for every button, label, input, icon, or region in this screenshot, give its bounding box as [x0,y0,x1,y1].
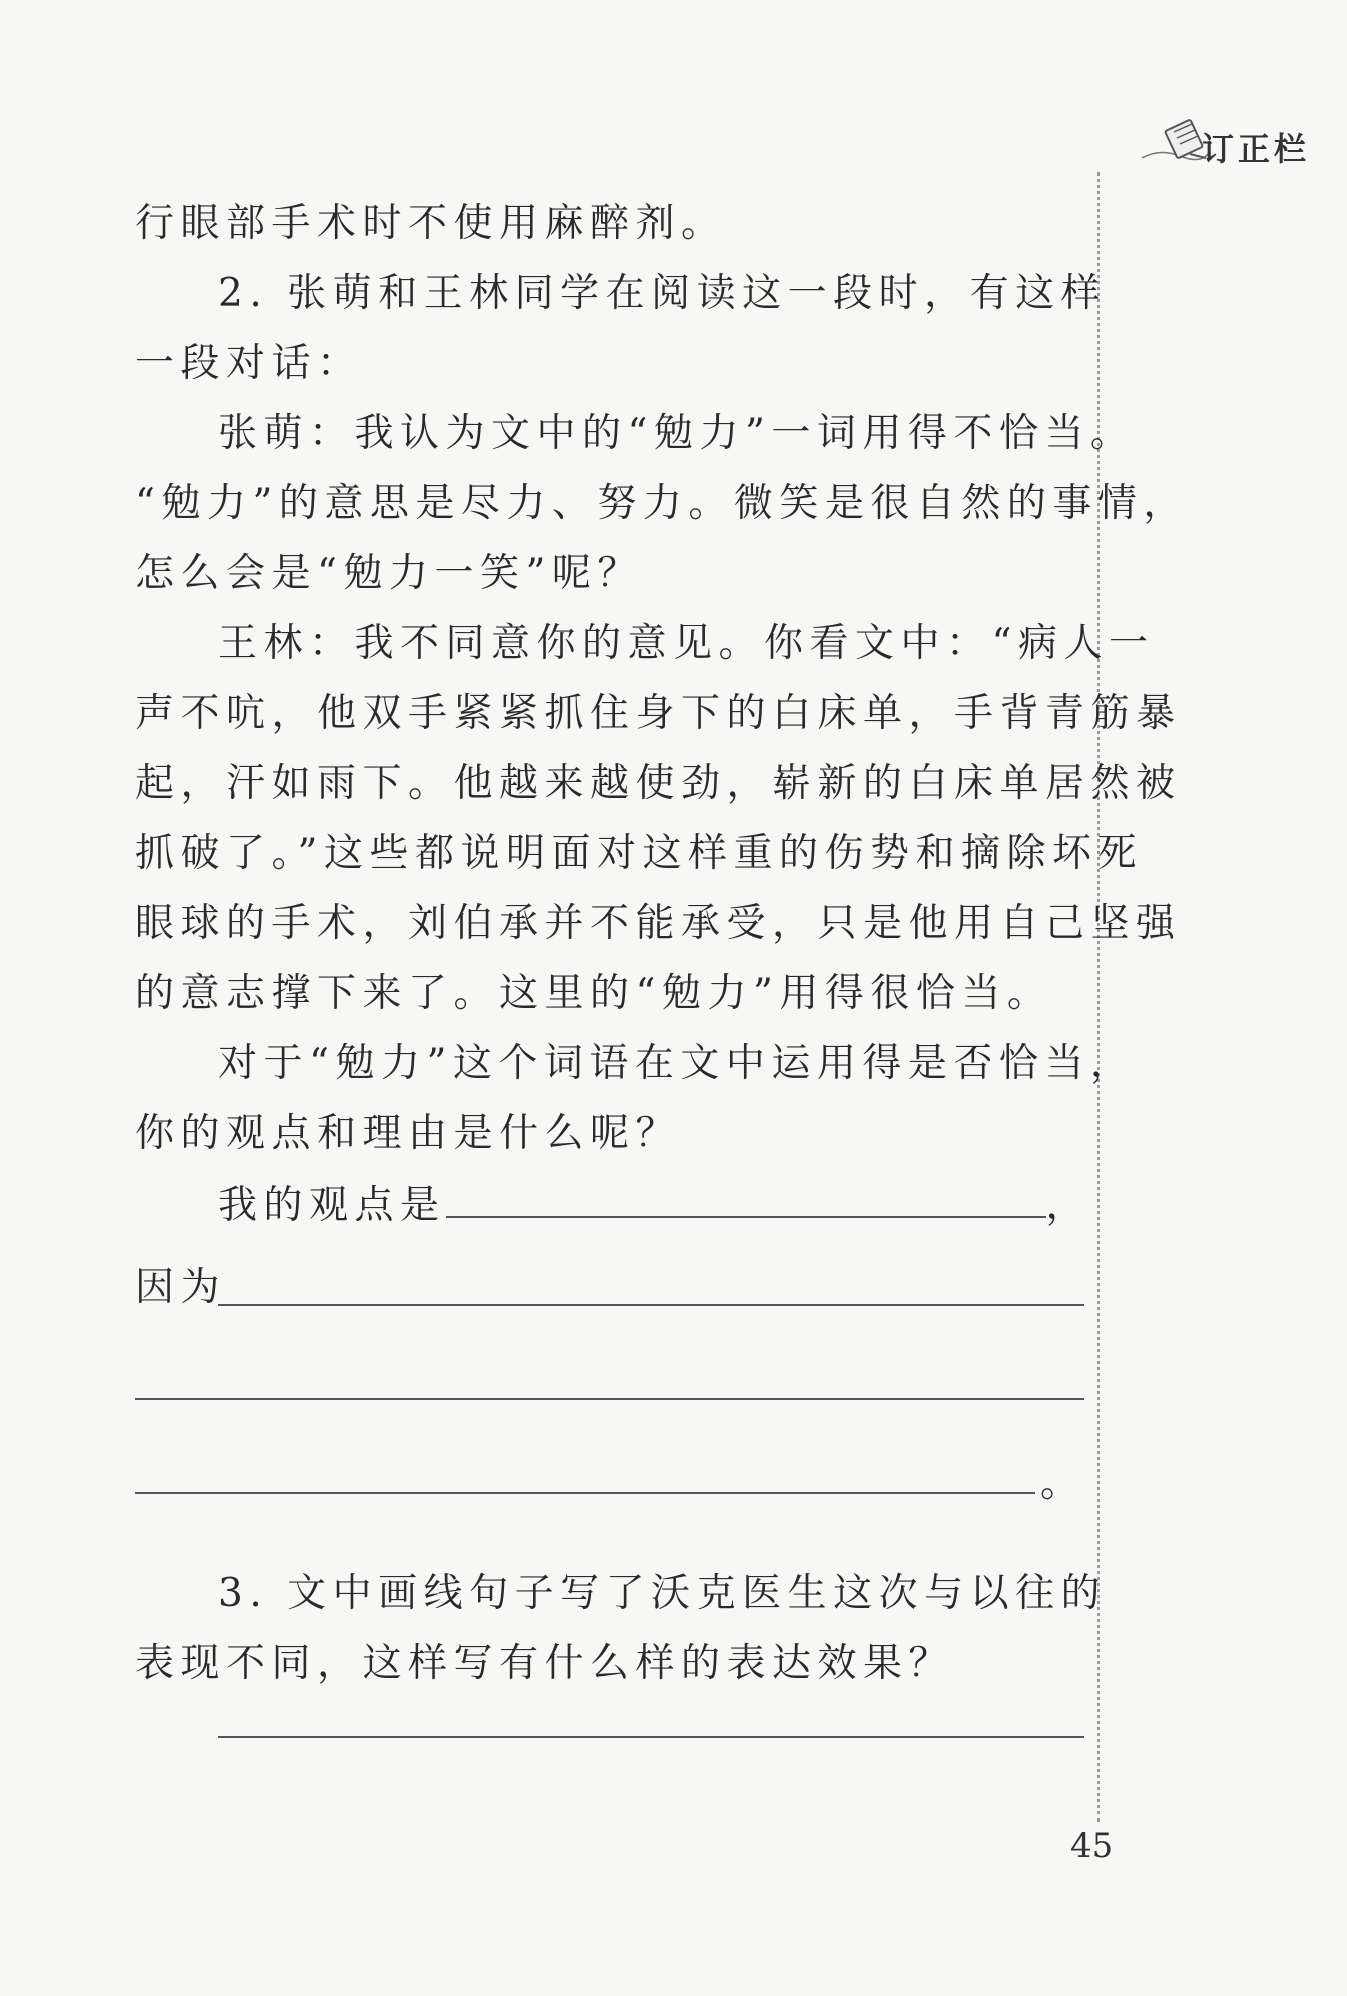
question-3-line: 3. 文中画线句子写了沃克医生这次与以往的 [218,1571,1107,1616]
question-prompt-line: 你的观点和理由是什么呢？ [135,1111,682,1156]
wanglin-line: 王林：我不同意你的意见。你看文中：“病人一 [218,621,1155,666]
answer-period: 。 [1040,1461,1086,1506]
question-2-line: 2. 张萌和王林同学在阅读这一段时，有这样 [218,271,1107,316]
answer-because-label: 因为 [135,1265,227,1310]
page-number: 45 [1070,1826,1114,1866]
zhangmeng-line: “勉力”的意思是尽力、努力。微笑是很自然的事情， [135,481,1189,526]
question-3-line: 表现不同，这样写有什么样的表达效果？ [135,1641,955,1686]
answer-because-blank[interactable] [218,1304,1084,1306]
wanglin-line: 声不吭，他双手紧紧抓住身下的白床单，手背青筋暴 [135,691,1182,736]
answer-view-comma: ， [1045,1183,1092,1228]
zhangmeng-line: 怎么会是“勉力一笑”呢？ [135,551,643,596]
answer-because-row [135,1260,1085,1316]
answer-blank-line[interactable] [135,1492,1035,1494]
correction-column-title: 订正栏 [1202,130,1311,168]
text-line: 行眼部手术时不使用麻醉剂。 [135,201,727,246]
answer-view-label: 我的观点是 [218,1183,446,1228]
wanglin-line: 的意志撑下来了。这里的“勉力”用得很恰当。 [135,971,1053,1016]
wanglin-line: 抓破了。”这些都说明面对这样重的伤势和摘除坏死 [135,831,1143,876]
pencil-notebook-icon [1140,118,1210,168]
answer-view-row [218,1176,1092,1232]
question-prompt-line: 对于“勉力”这个词语在文中运用得是否恰当， [218,1041,1136,1086]
answer-blank-line[interactable] [135,1398,1084,1400]
wanglin-line: 起，汗如雨下。他越来越使劲，崭新的白床单居然被 [135,761,1182,806]
question-2-line: 一段对话： [135,341,363,386]
correction-column-header [1110,118,1340,178]
zhangmeng-line: 张萌：我认为文中的“勉力”一词用得不恰当。 [218,411,1136,456]
question-3-answer-blank[interactable] [218,1736,1084,1738]
wanglin-line: 眼球的手术，刘伯承并不能承受，只是他用自己坚强 [135,901,1182,946]
answer-view-blank[interactable] [446,1176,1046,1218]
